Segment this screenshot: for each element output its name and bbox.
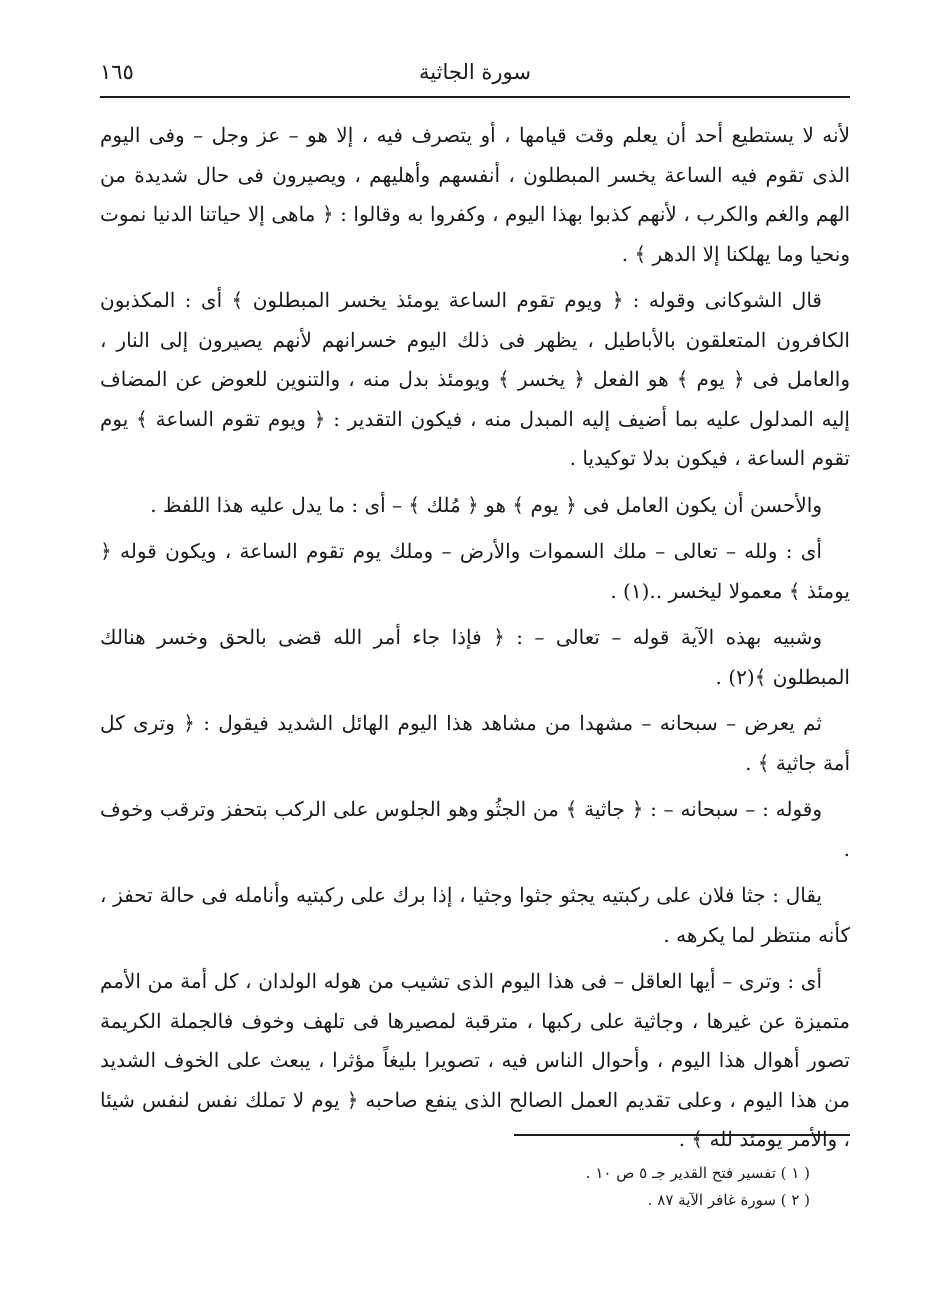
page-body xyxy=(100,116,850,1160)
paragraph: أى : وترى – أيها العاقل – فى هذا اليوم الذى تشيب من هوله الولدان ، كل أمة من الأمم متميزة عن غيرها ، وجاثية على ركبها ، مترقبة لمصيرها فى تلهف وخوف فالجملة الكريمة تصور أهوال هذا اليوم ، وأحوال الناس فيه ، تصويرا بليغاً مؤثرا ، يبعث على الخوف الشديد من هذا اليوم ، وعلى تقديم العمل الصالح الذى ينفع صاحبه ﴿ يوم لا تملك نفس لنفس شيئا ، والأمر يومئذ لله ﴾ . xyxy=(100,969,850,1151)
paragraph: لأنه لا يستطيع أحد أن يعلم وقت قيامها ، أو يتصرف فيه ، إلا هو – عز وجل – وفى اليوم الذى تقوم فيه الساعة يخسر المبطلون ، أنفسهم وأهليهم ، ويصيرون فى حال شديدة من الهم والغم والكرب ، لأنهم كذبوا بهذا اليوم ، وكفروا به وقالوا : ﴿ ماهى إلا حياتنا الدنيا نموت ونحيا وما يهلكنا إلا الدهر ﴾ . xyxy=(100,123,850,266)
paragraph: قال الشوكانى وقوله : ﴿ ويوم تقوم الساعة يومئذ يخسر المبطلون ﴾ أى : المكذبون الكافرون المتعلقون بالأباطيل ، يظهر فى ذلك اليوم خسرانهم لأنهم يصيرون إلى النار ، والعامل فى ﴿ يوم ﴾ هو الفعل ﴿ يخسر ﴾ ويومئذ بدل منه ، والتنوين للعوض عن المضاف إليه المدلول عليه بما أضيف إليه المبدل منه ، فيكون التقدير : ﴿ ويوم تقوم الساعة ﴾ يوم تقوم الساعة ، فيكون بدلا توكيديا . xyxy=(100,288,850,470)
page-header xyxy=(100,56,850,98)
paragraph: وشبيه بهذه الآية قوله – تعالى – : ﴿ فإذا جاء أمر الله قضى بالحق وخسر هنالك المبطلون ﴾(٢) . xyxy=(100,625,850,689)
footnote: ( ١ ) تفسير فتح القدير جـ ٥ ص ١٠ . xyxy=(585,1164,810,1182)
paragraph: أى : ولله – تعالى – ملك السموات والأرض – وملك يوم تقوم الساعة ، ويكون قوله ﴿ يومئذ ﴾ معمولا ليخسر ..(١) . xyxy=(100,539,850,603)
footnote: ( ٢ ) سورة غافر الآية ٨٧ . xyxy=(647,1191,810,1209)
surah-title: سورة الجاثية xyxy=(419,60,531,84)
paragraph: ثم يعرض – سبحانه – مشهدا من مشاهد هذا اليوم الهائل الشديد فيقول : ﴿ وترى كل أمة جاثية ﴾ . xyxy=(100,711,850,775)
footnotes xyxy=(210,1160,810,1214)
footnote-divider xyxy=(514,1134,850,1136)
page-number: ١٦٥ xyxy=(100,60,134,84)
paragraph: وقوله : – سبحانه – : ﴿ جاثية ﴾ من الجثُو وهو الجلوس على الركب بتحفز وترقب وخوف . xyxy=(100,797,850,861)
book-page xyxy=(100,56,850,1236)
paragraph: يقال : جثا فلان على ركبتيه يجثو جثوا وجثيا ، إذا برك على ركبتيه وأنامله فى حالة تحفز ، كأنه منتظر لما يكرهه . xyxy=(100,883,850,947)
paragraph: والأحسن أن يكون العامل فى ﴿ يوم ﴾ هو ﴿ مُلك ﴾ – أى : ما يدل عليه هذا اللفظ . xyxy=(150,492,822,517)
